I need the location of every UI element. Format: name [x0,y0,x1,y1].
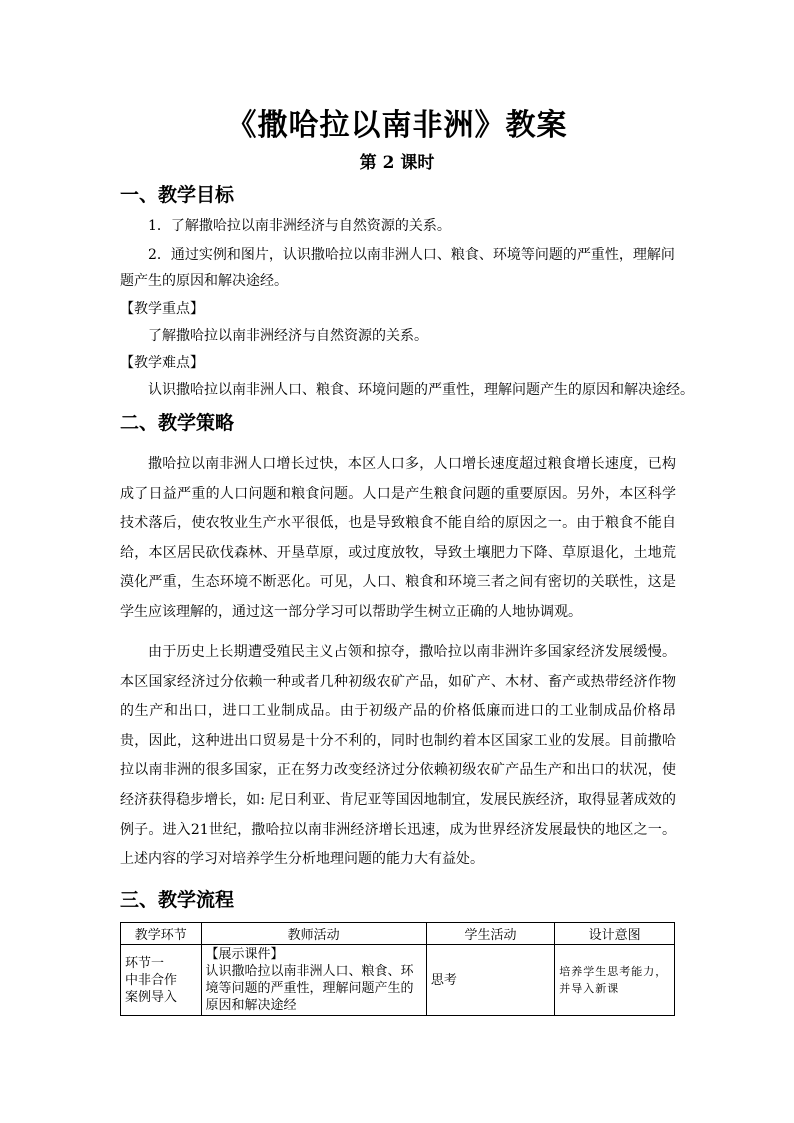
stage-line-1: 环节一 [125,955,165,971]
header-intent: 设计意图 [555,923,675,945]
goal-item-2-line-2: 题产生的原因和解决途经。 [120,273,288,289]
section-heading-goals: 一、教学目标 [120,184,235,206]
header-student: 学生活动 [426,923,554,945]
stage-line-2: 中非合作 [125,972,178,988]
goal-item-2-line-1: 2．通过实例和图片，认识撒哈拉以南非洲人口、粮食、环境等问题的严重性，理解问 [148,247,675,263]
teacher-activity-text: 认识撒哈拉以南非洲人口、粮食、环境等问题的严重性，理解问题产生的原因和解决途经 [205,964,414,1013]
stage-cell [121,945,202,1016]
teaching-process-table [120,922,675,1016]
table-header-row [121,923,675,945]
table-row [121,945,675,1016]
teacher-cell [201,945,426,1016]
page-subtitle: 第 2 课时 [359,153,435,173]
strategy-paragraph-1: 撒哈拉以南非洲人口增长过快，本区人口多，人口增长速度超过粮食增长速度，已构成了日益严重的人口问题和粮食问题。人口是产生粮食问题的重要原因。另外，本区科学技术落后，使农牧业生产水平很低，也是导致粮食不能自给的原因之一。由于粮食不能自给，本区居民砍伐森林、开垦草原，或过度放牧，导致土壤肥力下降、草原退化，土地荒漠化严重，生态环境不断恶化。可见，人口、粮食和环境三者之间有密切的关联性，这是学生应该理解的，通过这一部分学习可以帮助学生树立正确的人地协调观。 [120,456,676,620]
difficulty-text: 认识撒哈拉以南非洲人口、粮食、环境问题的严重性，理解问题产生的原因和解决途经。 [148,382,694,398]
page-title: 《撒哈拉以南非洲》教案 [226,108,568,143]
goal-item-1: 1．了解撒哈拉以南非洲经济与自然资源的关系。 [148,218,451,234]
section-heading-process: 三、教学流程 [120,889,235,911]
key-point-label: 【教学重点】 [120,301,204,317]
strategy-paragraph-2: 由于历史上长期遭受殖民主义占领和掠夺，撒哈拉以南非洲许多国家经济发展缓慢。本区国家经济过分依赖一种或者几种初级农矿产品，如矿产、木材、畜产或热带经济作物的生产和出口，进口工业制成品。由于初级产品的价格低廉而进口的工业制成品价格昂贵，因此，这种进出口贸易是十分不利的，同时也制约着本区国家工业的发展。目前撒哈拉以南非洲的很多国家，正在努力改变经济过分依赖初级农矿产品生产和出口的状况，使经济获得稳步增长，如: 尼日利亚、肯尼亚等国因地制宜，发展民族经济，取得显著成效的例子。进入21世纪，撒哈拉以南非洲经济增长迅速，成为世界经济发展最快的地区之一。上述内容的学习对培养学生分析地理问题的能力大有益处。 [120,644,676,868]
stage-line-3: 案例导入 [125,989,178,1005]
intent-cell: 培养学生思考能力，并导入新课 [555,945,675,1016]
difficulty-label: 【教学难点】 [120,355,204,371]
key-point-text: 了解撒哈拉以南非洲经济与自然资源的关系。 [148,328,428,344]
student-cell: 思考 [426,945,554,1016]
teacher-activity-title: 【展示课件】 [205,947,284,962]
section-heading-strategy: 二、教学策略 [120,412,235,434]
header-teacher: 教师活动 [201,923,426,945]
header-stage: 教学环节 [121,923,202,945]
